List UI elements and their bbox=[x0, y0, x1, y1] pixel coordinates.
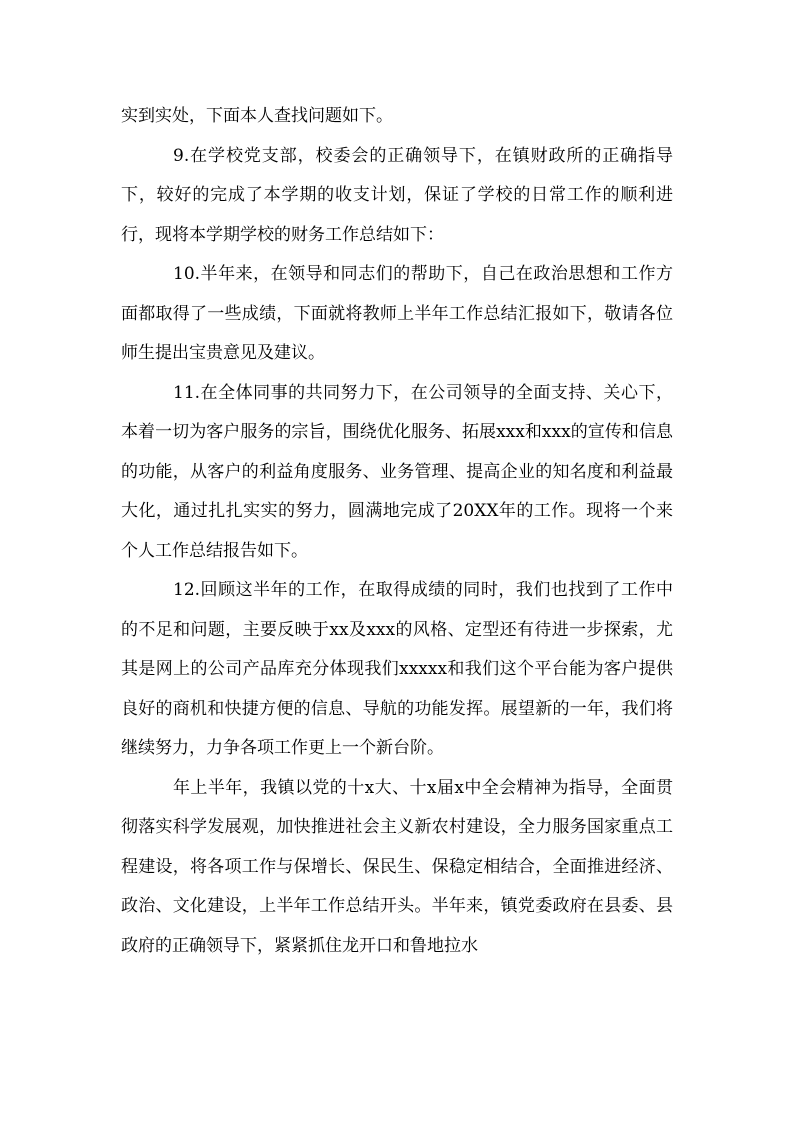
paragraph-item-11: 11.在全体同事的共同努力下，在公司领导的全面支持、关心下，本着一切为客户服务的宗旨，围绕优化服务、拓展xxx和xxx的宣传和信息的功能，从客户的利益角度服务、业务管理、提高企业的知名度和利益最大化，通过扎扎实实的努力，圆满地完成了20XX年的工作。现将一个来个人工作总结报告如下。 bbox=[121, 382, 673, 561]
paragraph-item-9: 9.在学校党支部，校委会的正确领导下，在镇财政所的正确指导下，较好的完成了本学期的收支计划，保证了学校的日常工作的顺利进行，现将本学期学校的财务工作总结如下： bbox=[121, 145, 673, 245]
paragraph-half-year-summary: 年上半年，我镇以党的十x大、十x届x中全会精神为指导，全面贯彻落实科学发展观，加快推进社会主义新农村建设，全力服务国家重点工程建设，将各项工作与保增长、保民生、保稳定相结合，全面推进经济、政治、文化建设，上半年工作总结开头。半年来，镇党委政府在县委、县政府的正确领导下，紧紧抓住龙开口和鲁地拉水 bbox=[121, 777, 673, 956]
paragraph-item-12: 12.回顾这半年的工作，在取得成绩的同时，我们也找到了工作中的不足和问题，主要反映于xx及xxx的风格、定型还有待进一步探索，尤其是网上的公司产品库充分体现我们xxxxx和我们这个平台能为客户提供良好的商机和快捷方便的信息、导航的功能发挥。展望新的一年，我们将继续努力，力争各项工作更上一个新台阶。 bbox=[121, 580, 673, 758]
paragraph-item-10: 10.半年来，在领导和同志们的帮助下，自己在政治思想和工作方面都取得了一些成绩，下面就将教师上半年工作总结汇报如下，敬请各位师生提出宝贵意见及建议。 bbox=[121, 264, 673, 363]
paragraph-continuation: 实到实处，下面本人查找问题如下。 bbox=[121, 106, 393, 126]
document-body bbox=[121, 97, 673, 966]
